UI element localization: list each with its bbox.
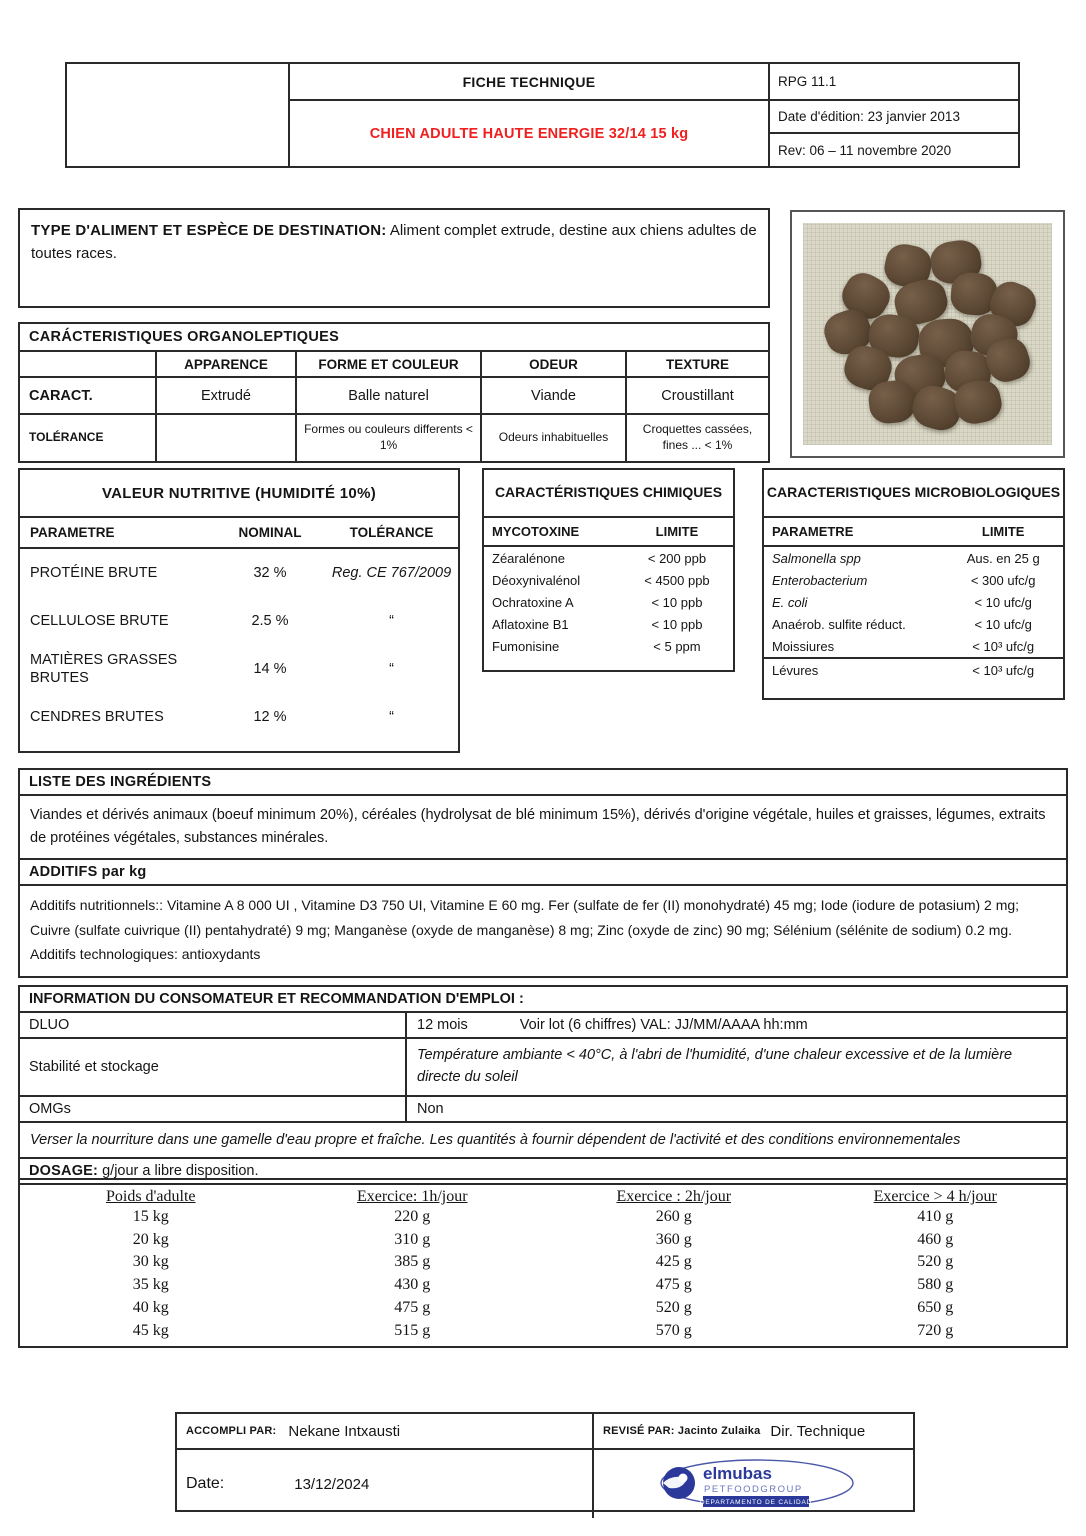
- dosage-label: DOSAGE:: [29, 1162, 99, 1179]
- microbiological-header-row: [764, 518, 1063, 547]
- revise-label: REVISÉ PAR: Jacinto Zulaika: [603, 1425, 761, 1437]
- signature-table: [175, 1412, 915, 1512]
- header-logo-area: [67, 64, 290, 166]
- dluo-value: [405, 1013, 1066, 1037]
- nutrition-header-row: [20, 518, 458, 549]
- caract-apparence: Extrudé: [155, 378, 295, 415]
- organoleptic-table: [18, 322, 770, 463]
- tolerance-forme: Formes ou couleurs differents < 1%: [295, 415, 480, 461]
- caract-texture: Croustillant: [625, 378, 768, 415]
- dosage-row: 20 kg 310 g 360 g 460 g: [132, 1230, 954, 1248]
- header-middle: [290, 64, 768, 166]
- col-nominal: NOMINAL: [238, 525, 302, 540]
- col-exercice-1h: Exercice: 1h/jour: [356, 1188, 468, 1205]
- header-right: [768, 64, 1018, 166]
- revise-cell: [592, 1414, 913, 1450]
- logo-group-text: PETFOODGROUP: [703, 1484, 803, 1495]
- stability-row: [20, 1039, 1066, 1097]
- caract-odeur: Viande: [480, 378, 625, 415]
- col-odeur: ODEUR: [480, 352, 625, 378]
- microbiological-row: Lévures < 10³ ufc/g: [764, 657, 1063, 681]
- nutrition-table: [18, 468, 460, 753]
- doc-code: RPG 11.1: [770, 64, 1018, 101]
- col-forme-couleur: FORME ET COULEUR: [295, 352, 480, 378]
- microbiological-title: CARACTERISTIQUES MICROBIOLOGIQUES: [764, 470, 1063, 518]
- consumer-info-title: INFORMATION DU CONSOMATEUR ET RECOMMANDATION D'EMPLOI :: [20, 987, 1066, 1013]
- feeding-note: Verser la nourriture dans une gamelle d'eau propre et fraîche. Les quantités à fournir dépendent de l'activité et des conditions environnementales: [20, 1123, 1066, 1159]
- microbiological-table: [762, 468, 1065, 700]
- chemical-row: Ochratoxine A < 10 ppb: [492, 594, 703, 610]
- ingredients-text: Viandes et dérivés animaux (boeuf minimum 20%), céréales (hydrolysat de blé minimum 15%), dérivés d'origine végétale, huiles et graisses, légumes, extraits de protéines végétales, substances minérales.: [20, 796, 1066, 860]
- logo-cell: [592, 1450, 913, 1518]
- dluo-lot: Voir lot (6 chiffres) VAL: JJ/MM/AAAA hh:mm: [519, 1017, 808, 1033]
- col-parametre: PARAMETRE: [772, 524, 854, 539]
- ingredients-section: [18, 768, 1068, 978]
- dosage-row: 30 kg 385 g 425 g 520 g: [132, 1253, 954, 1271]
- chemical-row: Fumonisine < 5 ppm: [492, 638, 701, 654]
- col-parametre: PARAMETRE: [30, 525, 115, 540]
- nutrition-title: VALEUR NUTRITIVE (HUMIDITÉ 10%): [20, 470, 458, 518]
- chemical-title: CARACTÉRISTIQUES CHIMIQUES: [484, 470, 733, 518]
- col-tolerance: TOLÉRANCE: [349, 525, 434, 540]
- type-section: [18, 208, 770, 308]
- dosage-header-row: [20, 1180, 1066, 1206]
- tolerance-texture: Croquettes cassées, fines ... < 1%: [625, 415, 768, 461]
- microbiological-row: Salmonella spp Aus. en 25 g: [772, 550, 1040, 566]
- nutrition-row: CENDRES BRUTES 12 % “: [30, 708, 394, 725]
- microbiological-row: Moissiures < 10³ ufc/g: [772, 638, 1035, 654]
- dosage-row: 40 kg 475 g 520 g 650 g: [132, 1298, 954, 1316]
- additives-text: [20, 886, 1066, 976]
- date-label: Date:: [186, 1475, 225, 1492]
- col-mycotoxine: MYCOTOXINE: [492, 524, 580, 539]
- organoleptic-tolerance-row: [20, 415, 768, 461]
- stability-label: Stabilité et stockage: [29, 1058, 159, 1075]
- col-limite: LIMITE: [981, 524, 1025, 539]
- date-cell: [177, 1450, 592, 1518]
- col-apparence: APPARENCE: [155, 352, 295, 378]
- ingredients-title: LISTE DES INGRÉDIENTS: [20, 770, 1066, 796]
- stability-value: Température ambiante < 40°C, à l'abri de l'humidité, d'une chaleur excessive et de la lumière directe du soleil: [405, 1039, 1066, 1095]
- additives-title: ADDITIFS par kg: [20, 860, 1066, 886]
- kibble-photo-background: [803, 223, 1052, 445]
- omg-label: OMGs: [29, 1100, 71, 1117]
- product-name: CHIEN ADULTE HAUTE ENERGIE 32/14 15 kg: [369, 125, 689, 142]
- edition-date: Date d'édition: 23 janvier 2013: [770, 101, 1018, 134]
- kibble-piece: [867, 379, 917, 426]
- accompli-name: Nekane Intxausti: [288, 1422, 401, 1440]
- header-table: [65, 62, 1020, 168]
- col-exercice-2h: Exercice : 2h/jour: [616, 1188, 732, 1205]
- additives-nutritional: Additifs nutritionnels:: Vitamine A 8 000 UI , Vitamine D3 750 UI, Vitamine E 60 mg. Fer (sulfate de fer (II) monohydraté) 45 mg; Iode (iodure de potasium) 2 mg; Cuivre (sulfate cuivrique (II) pentahydraté) 9 mg; Manganèse (oxyde de manganèse) 8 mg; Zinc (oxyde de zinc) 90 mg; Sélénium (sélénite de sodium) 0.2 mg.: [30, 897, 1020, 938]
- col-empty: [20, 352, 155, 378]
- chemical-table: [482, 468, 735, 672]
- date-value: 13/12/2024: [294, 1475, 370, 1493]
- dluo-months: 12 mois: [417, 1017, 468, 1033]
- type-text: Aliment complet extrude, destine aux chiens adultes de toutes races.: [31, 222, 757, 263]
- dluo-row: [20, 1013, 1066, 1039]
- microbiological-row: E. coli < 10 ufc/g: [772, 594, 1032, 610]
- nutrition-row: PROTÉINE BRUTE 32 % Reg. CE 767/2009: [30, 564, 452, 581]
- col-limite: LIMITE: [655, 524, 699, 539]
- additives-technological: Additifs technologiques: antioxydants: [30, 946, 261, 963]
- omg-value: Non: [405, 1097, 1066, 1121]
- col-texture: TEXTURE: [625, 352, 768, 378]
- elmubas-logo: [649, 1454, 859, 1514]
- doc-title: FICHE TECHNIQUE: [290, 64, 768, 101]
- microbiological-row: Anaérob. sulfite réduct. < 10 ufc/g: [772, 616, 1032, 632]
- nutrition-row: CELLULOSE BRUTE 2.5 % “: [30, 612, 394, 629]
- microbiological-row: Enterobacterium < 300 ufc/g: [772, 572, 1036, 588]
- accompli-label: ACCOMPLI PAR:: [186, 1425, 277, 1437]
- chemical-row: Zéaralénone < 200 ppb: [492, 550, 707, 566]
- nutrition-row: MATIÈRES GRASSES BRUTES 14 % “: [30, 651, 394, 686]
- col-exercice-4h: Exercice > 4 h/jour: [873, 1188, 997, 1205]
- kibble-photo: [790, 210, 1065, 458]
- accompli-cell: [177, 1414, 592, 1450]
- organoleptic-header-row: [20, 352, 768, 378]
- logo-banner-text: DEPARTAMENTO DE CALIDAD: [699, 1499, 812, 1506]
- chemical-row: Déoxynivalénol < 4500 ppb: [492, 572, 710, 588]
- organoleptic-caract-row: [20, 378, 768, 415]
- row-label-tolerance: TOLÉRANCE: [29, 430, 104, 445]
- revision: Rev: 06 – 11 novembre 2020: [778, 142, 952, 158]
- type-label: TYPE D'ALIMENT ET ESPÈCE DE DESTINATION:: [31, 222, 387, 239]
- dosage-row: 35 kg 430 g 475 g 580 g: [132, 1276, 954, 1294]
- omg-row: [20, 1097, 1066, 1123]
- dluo-label: DLUO: [29, 1017, 70, 1033]
- dosage-row: 15 kg 220 g 260 g 410 g: [132, 1208, 954, 1225]
- chemical-row: Aflatoxine B1 < 10 ppb: [492, 616, 703, 632]
- dosage-row: 45 kg 515 g 570 g 720 g: [132, 1321, 954, 1339]
- dosage-table: [18, 1178, 1068, 1348]
- revise-title: Dir. Technique: [770, 1422, 866, 1440]
- tolerance-apparence: [155, 415, 295, 461]
- chemical-header-row: [484, 518, 733, 547]
- row-label-caract: CARACT.: [20, 378, 155, 415]
- organoleptic-title: CARÁCTERISTIQUES ORGANOLEPTIQUES: [20, 324, 768, 352]
- consumer-info-table: [18, 985, 1068, 1185]
- col-poids: Poids d'adulte: [105, 1188, 196, 1205]
- dosage-text: g/jour a libre disposition.: [98, 1162, 259, 1179]
- tolerance-odeur: Odeurs inhabituelles: [480, 415, 625, 461]
- caract-forme: Balle naturel: [295, 378, 480, 415]
- logo-name-text: elmubas: [702, 1464, 772, 1483]
